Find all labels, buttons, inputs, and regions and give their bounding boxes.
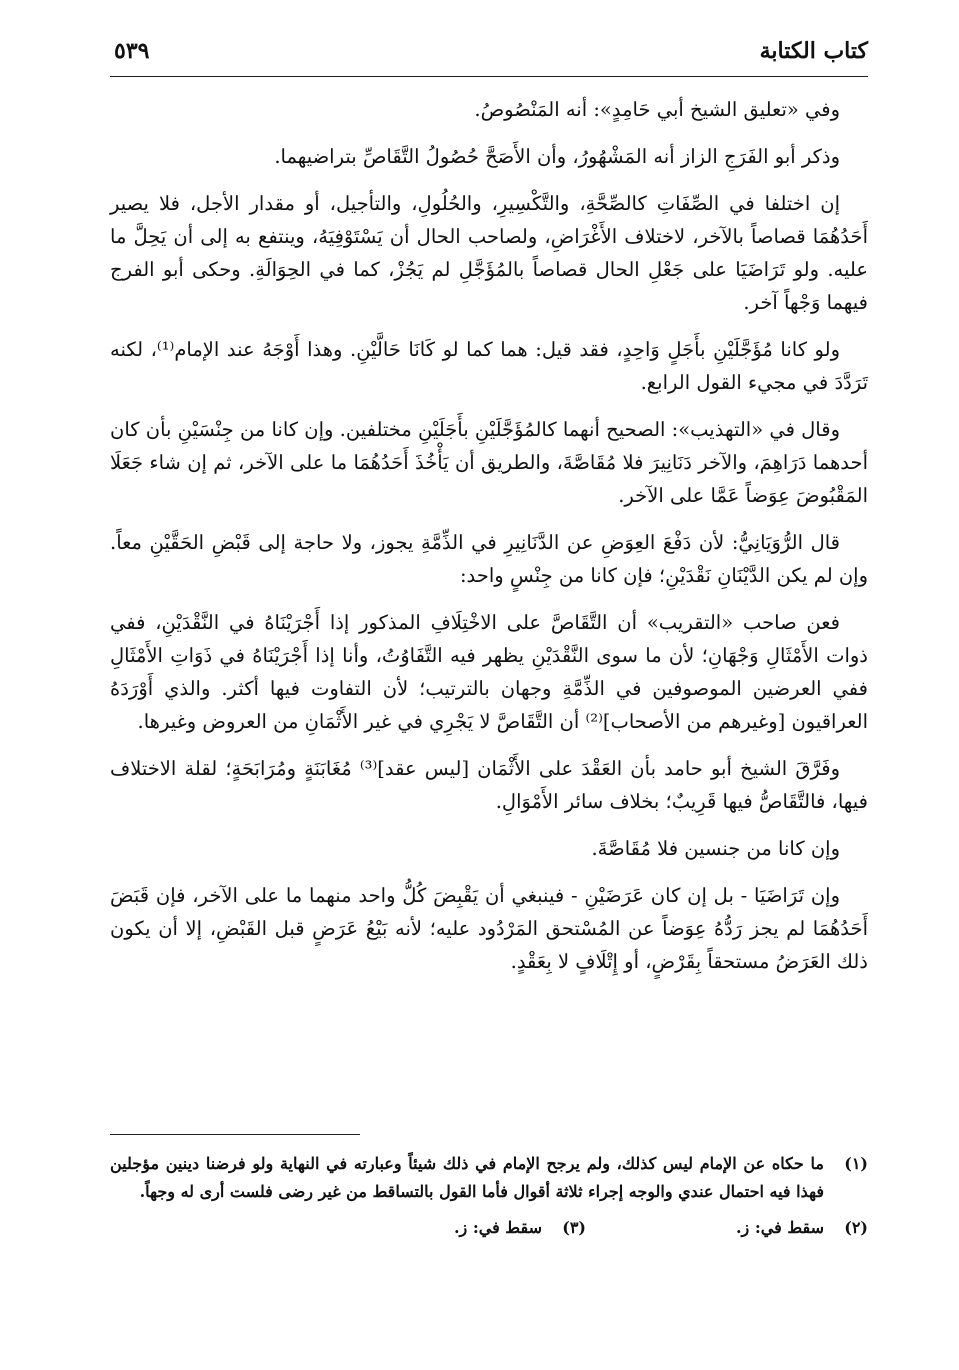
paragraph: ولو كانا مُؤَجَّلَيْنِ بأَجَلٍ وَاحِدٍ، فقد قيل: هما كما لو كَانَا حَالَّيْنِ. وهذا أَوْجَهُ عند الإمام⁽¹⁾، لكنه تَرَدَّدَ في مجيء القول الرابع. <box>110 338 868 394</box>
footnote-text: سقط في: ز. <box>735 1218 824 1237</box>
footnote-number: (٣) <box>562 1218 586 1237</box>
paragraph: فعن صاحب «التقريب» أن التَّقَاصَّ على الاخْتِلَافِ المذكور إذا أَجْرَيْنَاهُ في النَّقْدَيْنِ، ففي ذوات الأَمْثَالِ وَجْهَانِ؛ لأن ما سوى النَّقْدَيْنِ يظهر فيه التَّفَاوُتُ، وأنا إذا أَجْرَيْنَاهُ في ذَوَاتِ الأَمْثَالِ ففي العرضين الموصوفين في الذِّمَّةِ وجهان بالترتيب؛ لأن التفاوت فيها أكثر. والذي أَوْرَدَهُ العراقيون [وغيرهم من الأصحاب]⁽²⁾ أن التَّقَاصَّ لا يَجْرِي في غير الأَثْمَانِ من العروض وغيرها. <box>110 611 868 733</box>
book-title: كتاب الكتابة <box>759 38 868 64</box>
paragraph: وفي «تعليق الشيخ أبي حَامِدٍ»: أنه المَنْصُوصُ. <box>474 98 840 121</box>
paragraph: وفَرَّقَ الشيخ أبو حامد بأن العَقْدَ على الأَثْمَان [ليس عقد]⁽³⁾ مُغَابَنَةٍ ومُرَابَحَةٍ؛ لقلة الاختلاف فيها، فالتَّقَاصُّ فيها قَرِيبٌ؛ بخلاف سائر الأَمْوَالِ. <box>110 757 868 813</box>
footnote-1 <box>110 1150 868 1206</box>
paragraph: وإن تَرَاضَيَا - بل إن كان عَرَضَيْنِ - فينبغي أن يَقْبِضَ كُلُّ واحد منهما ما على الآخر، فإن قَبَضَ أَحَدُهُمَا لم يجز رَدُّهُ عِوَضاً عن المُسْتحق المَرْدُود عليه؛ لأنه بَيْعُ عَرَضٍ قبل القَبْضِ، إلا أن يكون ذلك العَرَضُ مستحقاً بِقَرْضٍ، أو إِتْلَافٍ لا بِعَقْدٍ. <box>110 884 868 973</box>
footnote-divider <box>110 1134 360 1135</box>
footnote-row <box>110 1214 868 1242</box>
paragraph: وذكر أبو الفَرَجِ الزاز أنه المَشْهُورُ، وأن الأَصَحَّ حُصُولُ التَّقَاصِّ بتراضيهما. <box>274 145 840 168</box>
footnote-text: سقط في: ز. <box>453 1218 542 1237</box>
footnotes <box>110 1150 868 1242</box>
running-header <box>110 28 868 77</box>
paragraph: وقال في «التهذيب»: الصحيح أنهما كالمُؤَجَّلَيْنِ بأَجَلَيْنِ مختلفين. وإن كانا من جِنْسَيْنِ بأن كان أحدهما دَرَاهِمَ، والآخر دَنَانِيرَ فلا مُقَاصَّةَ، والطريق أن يَأْخُذَ أَحَدُهُمَا ما على الآخر، ثم إن شاء جَعَلَا المَقْبُوضَ عِوَضاً عَمَّا على الآخر. <box>110 418 868 507</box>
page-number: ٥٣٩ <box>114 38 150 64</box>
book-page <box>110 28 868 1338</box>
paragraph: إن اختلفا في الصِّفَاتِ كالصِّحَّةِ، والتَّكْسِيرِ، والحُلُولِ، والتأجيل، أو مقدار الأجل، فلا يصير أَحَدُهُمَا قصاصاً بالآخر، لاختلاف الأَغْرَاضِ، ولصاحب الحال أن يَسْتَوْفِيَهُ، وينتفع به إلى أن يَحِلَّ ما عليه. ولو تَرَاضَيَا على جَعْلِ الحال قصاصاً بالمُؤَجَّلِ لم يَجُزْ، كما في الحِوَالَةِ. وحكى أبو الفرج فيهما وَجْهاً آخر. <box>110 192 868 314</box>
footnote-3 <box>454 1214 586 1242</box>
main-text <box>110 93 868 978</box>
footnote-number: (١) <box>844 1154 868 1173</box>
footnote-2 <box>736 1214 868 1242</box>
footnote-text: ما حكاه عن الإمام ليس كذلك، ولم يرجح الإمام في ذلك شيئاً وعبارته في النهاية ولو فرضنا دينين مؤجلين فهذا فيه احتمال عندي والوجه إجراء ثلاثة أقوال فأما القول بالتساقط من غير رضى فلست أرى له وجهاً. <box>110 1154 824 1201</box>
paragraph: وإن كانا من جنسين فلا مُقَاصَّةَ. <box>591 837 840 860</box>
paragraph: قال الرُّوَيَانِيُّ: لأن دَفْعَ العِوَضِ عن الدَّنَانِيرِ في الذِّمَّةِ يجوز، ولا حاجة إلى قَبْضِ الحَقَّيْنِ معاً. وإن لم يكن الدَّيْنَانِ نَقْدَيْنِ؛ فإن كانا من جِنْسٍ واحد: <box>110 531 868 587</box>
footnote-number: (٢) <box>844 1218 868 1237</box>
